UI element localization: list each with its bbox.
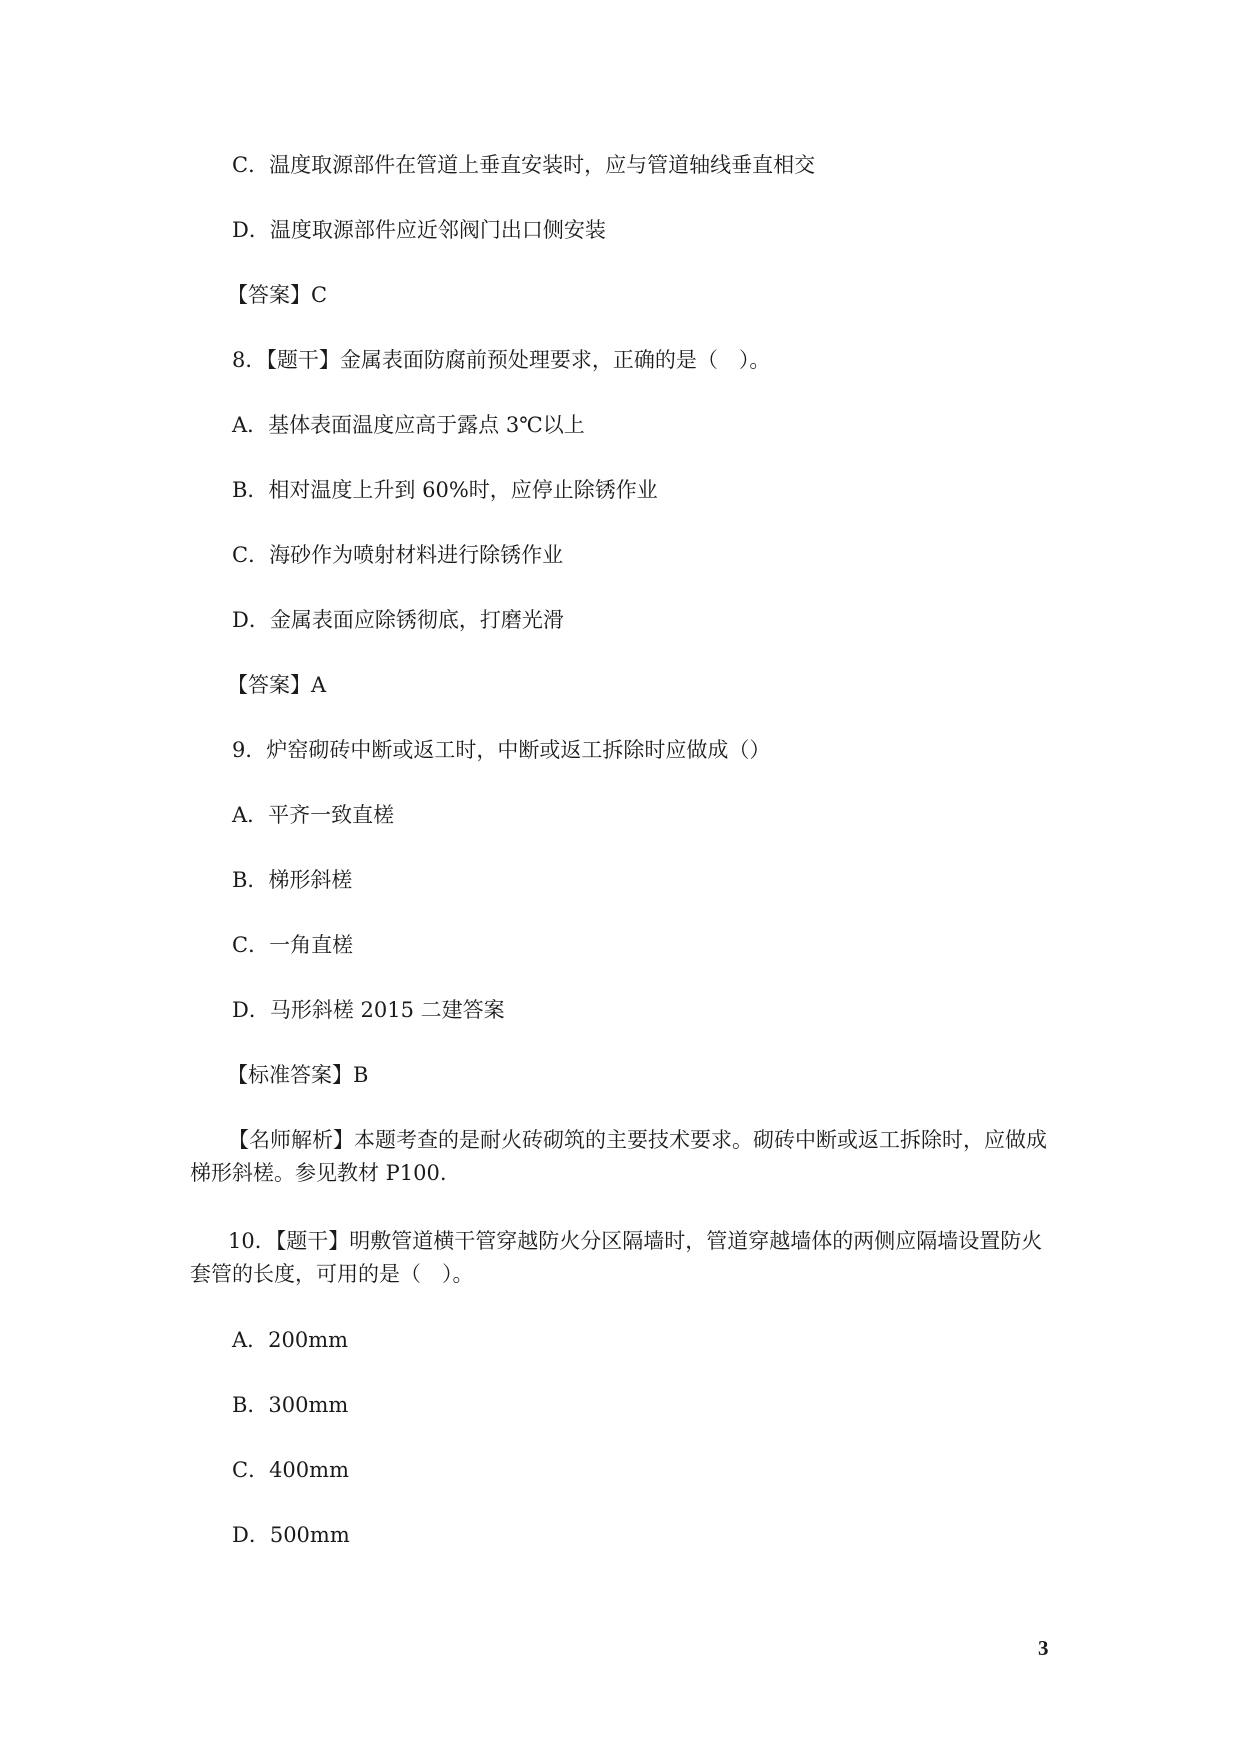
option-a-q10: A．200mm — [232, 1328, 349, 1352]
question-10-stem: 10．【题干】明敷管道横干管穿越防火分区隔墙时，管道穿越墙体的两侧应隔墙设置防火套管的长度，可用的是（ ）。 — [190, 1229, 1043, 1286]
option-c-q7: C．温度取源部件在管道上垂直安装时，应与管道轴线垂直相交 — [232, 153, 816, 177]
option-d-q10: D．500mm — [232, 1523, 350, 1547]
answer-q8: 【答案】A — [227, 673, 327, 697]
option-b-q8: B．相对温度上升到 60%时，应停止除锈作业 — [232, 478, 658, 502]
option-d-q9: D．马形斜槎 2015 二建答案 — [232, 998, 505, 1022]
option-c-q10: C．400mm — [232, 1458, 349, 1482]
answer-q9: 【标准答案】B — [227, 1063, 369, 1087]
option-d-q7: D．温度取源部件应近邻阀门出口侧安装 — [232, 218, 606, 242]
page-number: 3 — [1038, 1636, 1049, 1660]
question-8-stem: 8．【题干】金属表面防腐前预处理要求，正确的是（ ）。 — [232, 348, 771, 372]
option-a-q9: A．平齐一致直槎 — [232, 803, 395, 827]
option-d-q8: D．金属表面应除锈彻底，打磨光滑 — [232, 608, 564, 632]
question-9-stem: 9．炉窑砌砖中断或返工时，中断或返工拆除时应做成（） — [232, 738, 771, 762]
option-b-q9: B．梯形斜槎 — [232, 868, 353, 892]
option-c-q8: C．海砂作为喷射材料进行除锈作业 — [232, 543, 564, 567]
analysis-q9: 【名师解析】本题考查的是耐火砖砌筑的主要技术要求。砌砖中断或返工拆除时，应做成梯形斜槎。参见教材 P100. — [190, 1128, 1047, 1185]
option-b-q10: B．300mm — [232, 1393, 349, 1417]
option-a-q8: A．基体表面温度应高于露点 3℃以上 — [232, 413, 585, 437]
answer-q7: 【答案】C — [227, 283, 328, 307]
option-c-q9: C．一角直槎 — [232, 933, 354, 957]
